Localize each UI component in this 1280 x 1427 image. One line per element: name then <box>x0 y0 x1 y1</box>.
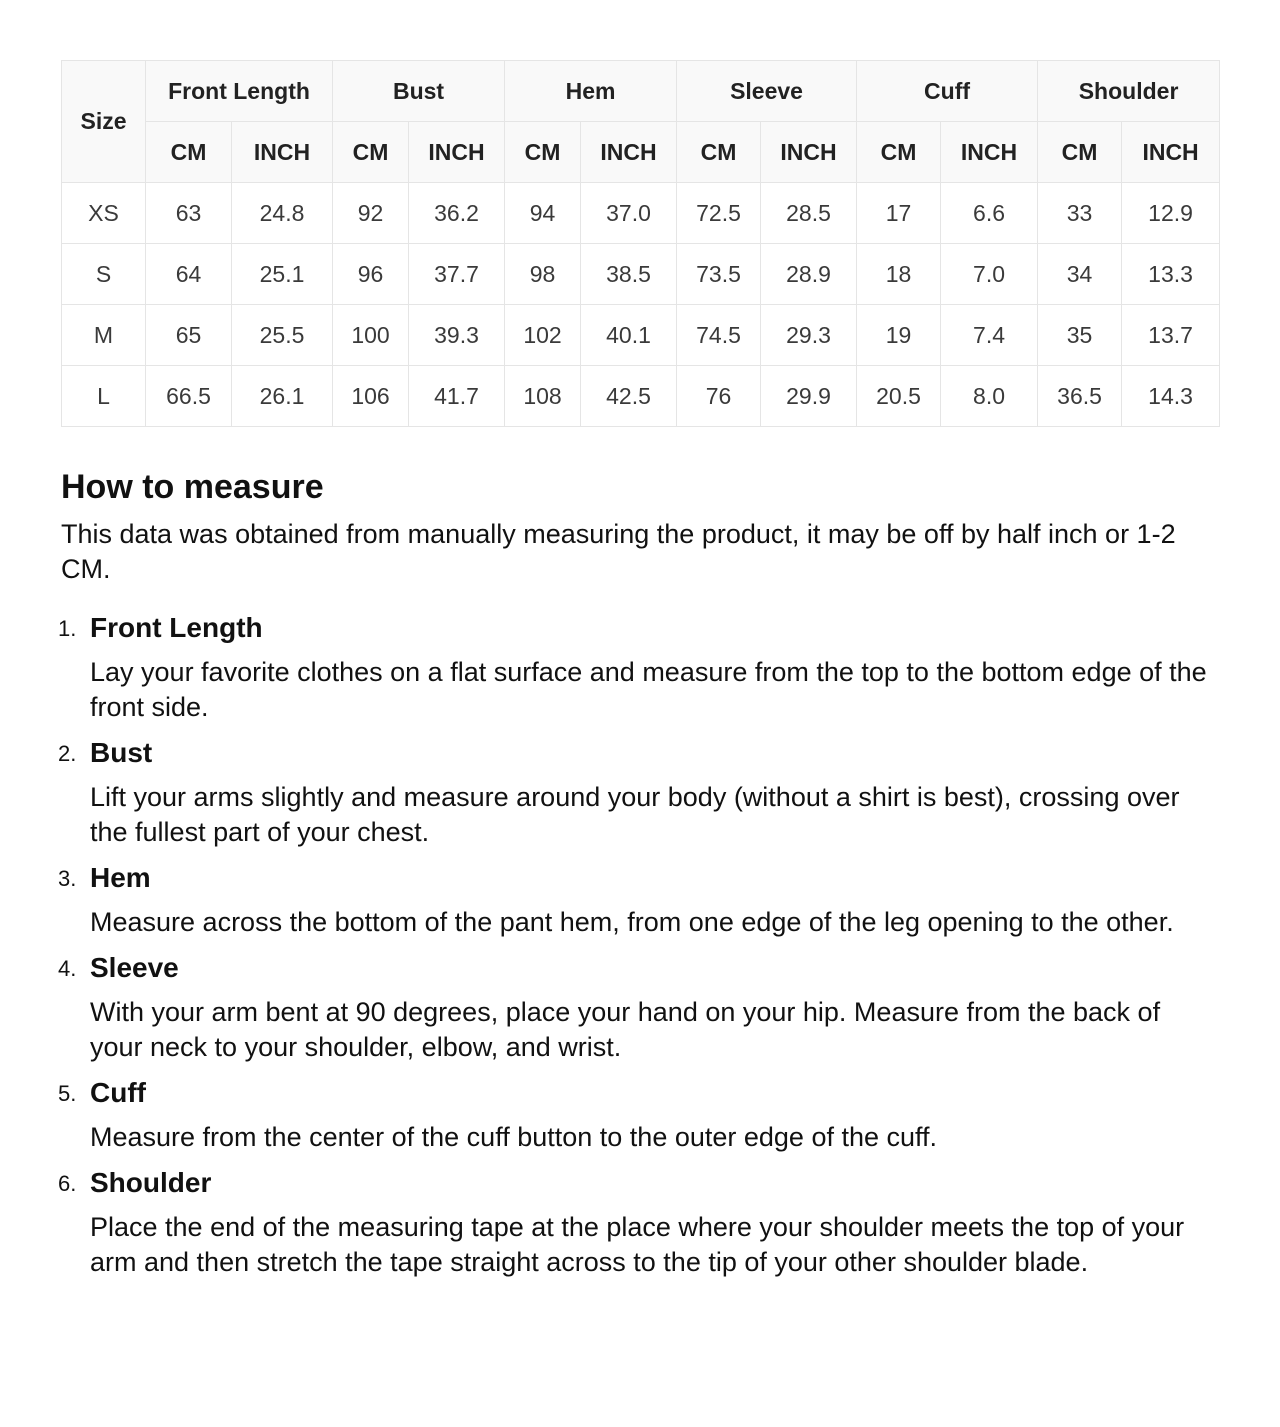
value-cell: 41.7 <box>409 366 505 427</box>
step-title: Cuff <box>90 1077 146 1108</box>
unit-header-inch: INCH <box>232 122 333 183</box>
list-item <box>58 1076 1219 1155</box>
value-cell: 42.5 <box>581 366 677 427</box>
value-cell: 28.5 <box>761 183 857 244</box>
size-cell: S <box>62 244 146 305</box>
value-cell: 29.3 <box>761 305 857 366</box>
size-chart-table <box>61 60 1220 427</box>
value-cell: 35 <box>1038 305 1122 366</box>
value-cell: 96 <box>333 244 409 305</box>
step-title: Sleeve <box>90 952 179 983</box>
value-cell: 26.1 <box>232 366 333 427</box>
intro-text: This data was obtained from manually measuring the product, it may be off by half inch or 1-2 CM. <box>61 519 1176 584</box>
value-cell: 37.0 <box>581 183 677 244</box>
unit-header-inch: INCH <box>941 122 1038 183</box>
value-cell: 18 <box>857 244 941 305</box>
value-cell: 74.5 <box>677 305 761 366</box>
value-cell: 36.2 <box>409 183 505 244</box>
unit-header-inch: INCH <box>1122 122 1220 183</box>
value-cell: 8.0 <box>941 366 1038 427</box>
value-cell: 76 <box>677 366 761 427</box>
value-cell: 19 <box>857 305 941 366</box>
table-body <box>62 183 1220 427</box>
value-cell: 108 <box>505 366 581 427</box>
step-description: Lift your arms slightly and measure around your body (without a shirt is best), crossing over the fullest part of your chest. <box>90 782 1180 847</box>
unit-header-inch: INCH <box>409 122 505 183</box>
list-item <box>58 861 1219 940</box>
value-cell: 14.3 <box>1122 366 1220 427</box>
step-number: 5. <box>58 1081 77 1106</box>
list-item <box>58 1166 1219 1280</box>
step-number: 6. <box>58 1171 77 1196</box>
value-cell: 72.5 <box>677 183 761 244</box>
step-description: Measure across the bottom of the pant hem, from one edge of the leg opening to the other. <box>90 907 1174 937</box>
how-to-measure-title: How to measure <box>61 468 324 506</box>
value-cell: 106 <box>333 366 409 427</box>
value-cell: 17 <box>857 183 941 244</box>
value-cell: 20.5 <box>857 366 941 427</box>
value-cell: 66.5 <box>146 366 232 427</box>
unit-header-cm: CM <box>146 122 232 183</box>
step-description: Lay your favorite clothes on a flat surface and measure from the top to the bottom edge of the front side. <box>90 657 1207 722</box>
value-cell: 24.8 <box>232 183 333 244</box>
value-cell: 65 <box>146 305 232 366</box>
table-row <box>62 366 1220 427</box>
list-item <box>58 736 1219 850</box>
group-header-sleeve: Sleeve <box>677 61 857 122</box>
value-cell: 73.5 <box>677 244 761 305</box>
value-cell: 92 <box>333 183 409 244</box>
unit-header-cm: CM <box>857 122 941 183</box>
value-cell: 38.5 <box>581 244 677 305</box>
value-cell: 100 <box>333 305 409 366</box>
unit-header-inch: INCH <box>761 122 857 183</box>
value-cell: 37.7 <box>409 244 505 305</box>
table-row <box>62 244 1220 305</box>
value-cell: 25.5 <box>232 305 333 366</box>
value-cell: 7.4 <box>941 305 1038 366</box>
value-cell: 98 <box>505 244 581 305</box>
size-cell: M <box>62 305 146 366</box>
value-cell: 7.0 <box>941 244 1038 305</box>
value-cell: 36.5 <box>1038 366 1122 427</box>
group-header-bust: Bust <box>333 61 505 122</box>
value-cell: 12.9 <box>1122 183 1220 244</box>
unit-header-cm: CM <box>505 122 581 183</box>
group-header-front-length: Front Length <box>146 61 333 122</box>
table-header <box>62 61 1220 183</box>
step-number: 1. <box>58 616 77 641</box>
value-cell: 34 <box>1038 244 1122 305</box>
table-row <box>62 305 1220 366</box>
step-title: Front Length <box>90 612 263 643</box>
unit-header-cm: CM <box>333 122 409 183</box>
header-row-units <box>62 122 1220 183</box>
group-header-shoulder: Shoulder <box>1038 61 1220 122</box>
step-number: 3. <box>58 866 77 891</box>
value-cell: 94 <box>505 183 581 244</box>
value-cell: 29.9 <box>761 366 857 427</box>
list-item <box>58 951 1219 1065</box>
value-cell: 6.6 <box>941 183 1038 244</box>
step-description: With your arm bent at 90 degrees, place your hand on your hip. Measure from the back of your neck to your shoulder, elbow, and wrist. <box>90 997 1161 1062</box>
step-description: Place the end of the measuring tape at the place where your shoulder meets the top of your arm and then stretch the tape straight across to the tip of your other shoulder blade. <box>90 1212 1185 1277</box>
value-cell: 40.1 <box>581 305 677 366</box>
value-cell: 102 <box>505 305 581 366</box>
size-cell: XS <box>62 183 146 244</box>
value-cell: 33 <box>1038 183 1122 244</box>
step-title: Hem <box>90 862 151 893</box>
value-cell: 63 <box>146 183 232 244</box>
step-number: 2. <box>58 741 77 766</box>
table-row <box>62 183 1220 244</box>
value-cell: 25.1 <box>232 244 333 305</box>
unit-header-cm: CM <box>677 122 761 183</box>
header-row-groups <box>62 61 1220 122</box>
unit-header-cm: CM <box>1038 122 1122 183</box>
group-header-cuff: Cuff <box>857 61 1038 122</box>
group-header-hem: Hem <box>505 61 677 122</box>
list-item <box>58 611 1219 725</box>
step-number: 4. <box>58 956 77 981</box>
measure-steps-list <box>58 611 1219 1280</box>
step-title: Shoulder <box>90 1167 212 1198</box>
unit-header-inch: INCH <box>581 122 677 183</box>
value-cell: 64 <box>146 244 232 305</box>
step-title: Bust <box>90 737 153 768</box>
value-cell: 39.3 <box>409 305 505 366</box>
value-cell: 13.3 <box>1122 244 1220 305</box>
value-cell: 28.9 <box>761 244 857 305</box>
step-description: Measure from the center of the cuff button to the outer edge of the cuff. <box>90 1122 938 1152</box>
size-header: Size <box>62 61 146 183</box>
value-cell: 13.7 <box>1122 305 1220 366</box>
size-cell: L <box>62 366 146 427</box>
